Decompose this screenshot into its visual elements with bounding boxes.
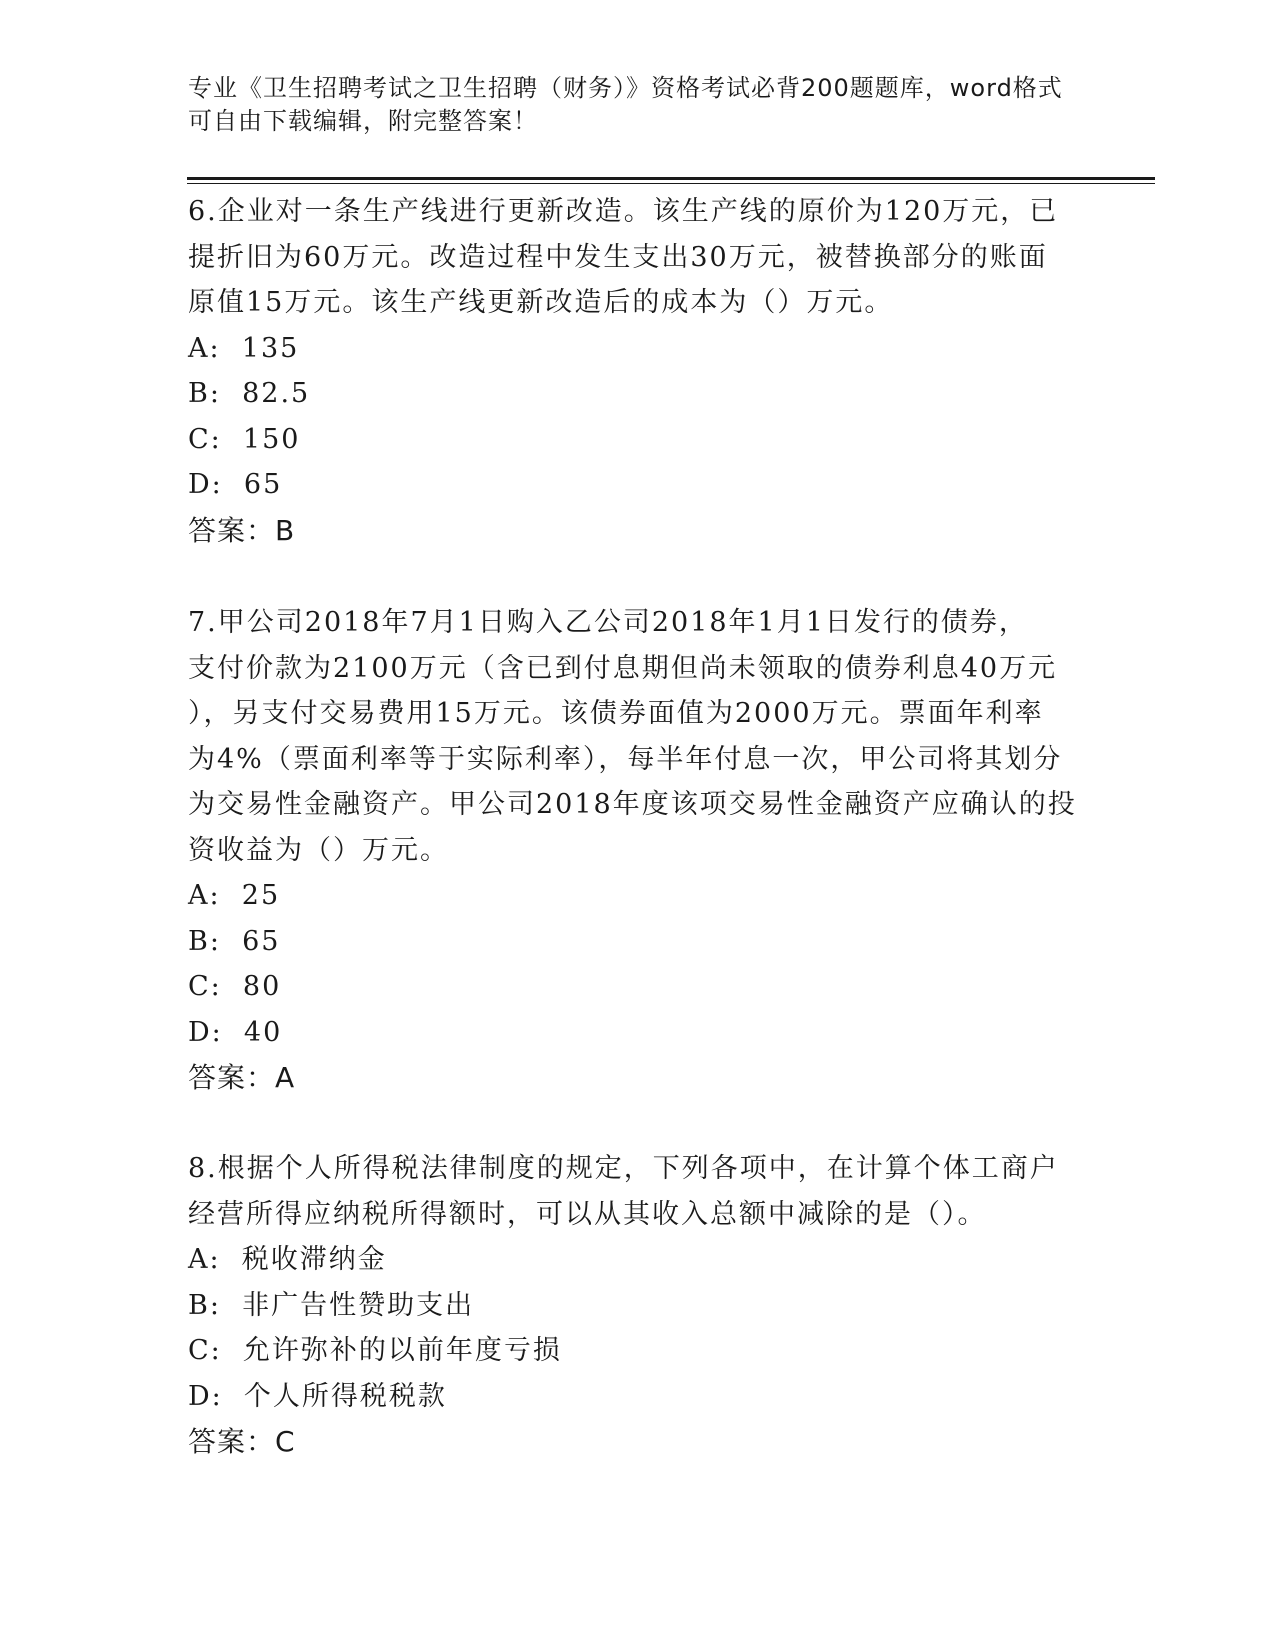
question-8 [188, 1146, 1088, 1465]
question-8-option-d: D: 个人所得税税款 [188, 1380, 447, 1412]
document-header [188, 72, 1088, 138]
question-8-answer: 答案：C [188, 1425, 296, 1458]
question-7-line-3: ），另支付交易费用15万元。该债券面值为2000万元。票面年利率 [188, 698, 1044, 729]
question-7-line-2: 支付价款为2100万元（含已到付息期但尚未领取的债券利息40万元 [188, 652, 1058, 684]
question-8-option-a: A: 税收滞纳金 [188, 1244, 387, 1275]
question-7-line-5: 为交易性金融资产。甲公司2018年度该项交易性金融资产应确认的投 [188, 789, 1077, 820]
question-7 [188, 600, 1088, 1101]
question-6-line-3: 原值15万元。该生产线更新改造后的成本为（）万元。 [188, 287, 894, 318]
question-8-line-1: 8.根据个人所得税法律制度的规定，下列各项中，在计算个体工商户 [188, 1153, 1059, 1184]
question-6-answer: 答案：B [188, 513, 296, 547]
question-7-answer: 答案：A [188, 1061, 296, 1094]
question-7-line-4: 为4%（票面利率等于实际利率），每半年付息一次，甲公司将其划分 [188, 743, 1063, 775]
header-rule-thin [187, 183, 1155, 184]
question-6-option-a: A: 135 [188, 332, 300, 364]
question-6-line-1: 6.企业对一条生产线进行更新改造。该生产线的原价为120万元，已 [188, 196, 1059, 227]
header-line-1: 专业《卫生招聘考试之卫生招聘（财务）》资格考试必背200题题库，word格式 [188, 74, 1063, 102]
question-6-option-b: B: 82.5 [188, 378, 311, 409]
question-7-option-a: A: 25 [188, 880, 281, 911]
question-6-line-2: 提折旧为60万元。改造过程中发生支出30万元，被替换部分的账面 [188, 241, 1048, 273]
question-7-line-1: 7.甲公司2018年7月1日购入乙公司2018年1月1日发行的债券， [188, 607, 1028, 638]
question-8-option-b: B: 非广告性赞助支出 [188, 1289, 475, 1321]
question-6-option-c: C: 150 [188, 423, 301, 455]
question-8-line-2: 经营所得应纳税所得额时，可以从其收入总额中减除的是（）。 [188, 1198, 987, 1230]
question-7-option-c: C: 80 [188, 971, 282, 1002]
question-7-line-6: 资收益为（）万元。 [188, 834, 449, 866]
question-6-option-d: D: 65 [188, 469, 283, 500]
question-7-option-d: D: 40 [188, 1016, 283, 1048]
question-8-option-c: C: 允许弥补的以前年度亏损 [188, 1335, 562, 1366]
header-rule-thick [187, 177, 1155, 180]
question-6 [188, 189, 1088, 553]
header-line-2: 可自由下载编辑，附完整答案！ [188, 107, 538, 135]
question-7-option-b: B: 65 [188, 925, 281, 957]
